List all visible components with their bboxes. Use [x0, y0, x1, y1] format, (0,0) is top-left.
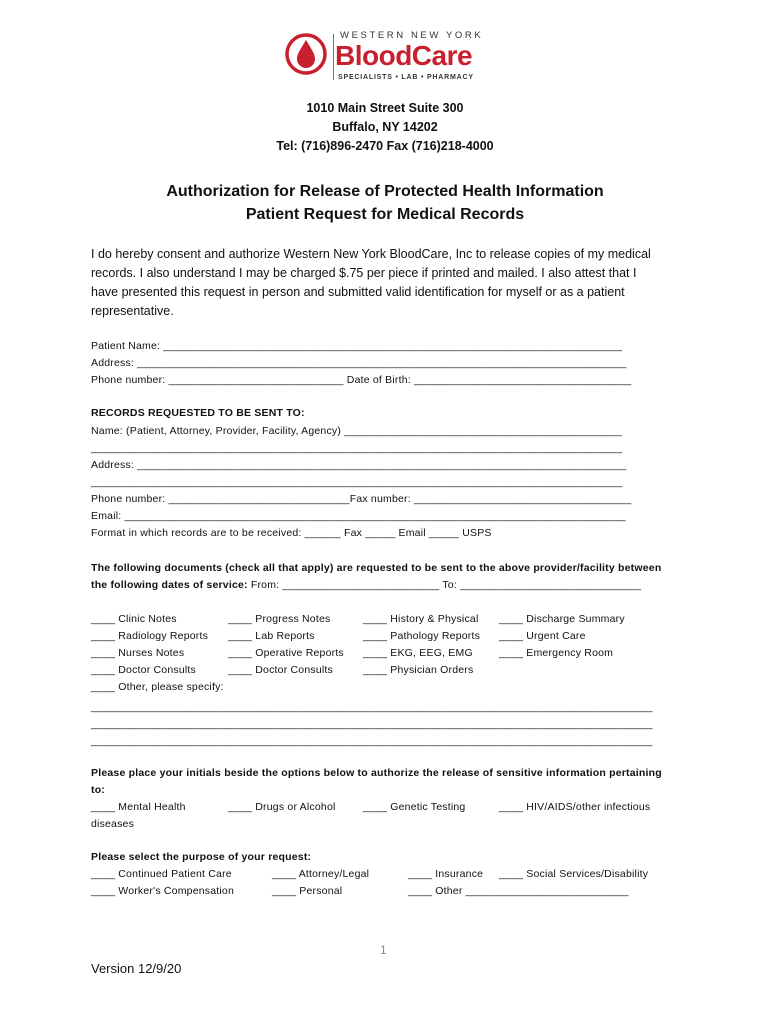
- doc-column-3: [363, 611, 480, 679]
- purpose-attorney-legal[interactable]: ____ Attorney/Legal: [272, 868, 370, 880]
- dates-of-service-field[interactable]: [91, 577, 641, 594]
- doc-option[interactable]: ____ Emergency Room: [499, 647, 614, 659]
- consent-line-2: records. I also understand I may be charged $.75 per piece if printed and mailed. I also attest that I: [91, 266, 637, 280]
- blood-drop-icon: [284, 32, 328, 76]
- patient-name-field[interactable]: Patient Name: ____________________________________________________________________________: [91, 340, 623, 352]
- consent-line-1: I do hereby consent and authorize Western New York BloodCare, Inc to release copies of my medical: [91, 247, 651, 261]
- doc-option[interactable]: ____ Doctor Consults: [91, 664, 196, 676]
- doc-option[interactable]: ____ Pathology Reports: [363, 630, 481, 642]
- doc-option[interactable]: ____ Nurses Notes: [91, 647, 185, 659]
- doc-column-2: [228, 611, 344, 679]
- sensitive-heading-cont: to:: [91, 784, 106, 796]
- purpose-insurance[interactable]: ____ Insurance: [408, 868, 484, 880]
- recipient-address-field[interactable]: Address: _________________________________________________________________________________: [91, 459, 627, 471]
- purpose-continued-care[interactable]: ____ Continued Patient Care: [91, 868, 232, 880]
- consent-line-3: have presented this request in person and submitted valid identification for myself or as a patient: [91, 285, 625, 299]
- patient-phone-dob-field[interactable]: Phone number: _____________________________ Date of Birth: ____________________________________: [91, 374, 632, 386]
- sensitive-heading: Please place your initials beside the options below to authorize the release of sensitive information pertaining: [91, 767, 662, 779]
- logo-subtitle: SPECIALISTS • LAB • PHARMACY: [338, 74, 474, 81]
- logo-region: WESTERN NEW YORK: [340, 30, 484, 41]
- purpose-workers-comp[interactable]: ____ Worker's Compensation: [91, 885, 234, 897]
- records-heading: RECORDS REQUESTED TO BE SENT TO:: [91, 407, 305, 419]
- other-specify-blank[interactable]: _____________________________________________________________________________________________: [91, 735, 653, 747]
- other-specify-blank[interactable]: _____________________________________________________________________________________________: [91, 718, 653, 730]
- sensitive-hiv-aids[interactable]: ____ HIV/AIDS/other infectious: [499, 801, 651, 813]
- sensitive-genetic-testing[interactable]: ____ Genetic Testing: [363, 801, 466, 813]
- recipient-name-field[interactable]: Name: (Patient, Attorney, Provider, Facility, Agency) ______________________________________________: [91, 425, 622, 437]
- sensitive-mental-health[interactable]: ____ Mental Health: [91, 801, 186, 813]
- consent-line-4: representative.: [91, 304, 174, 318]
- doc-option[interactable]: ____ Lab Reports: [228, 630, 315, 642]
- purpose-social-services[interactable]: ____ Social Services/Disability: [499, 868, 649, 880]
- purpose-personal[interactable]: ____ Personal: [272, 885, 343, 897]
- bloodcare-logo: [284, 30, 484, 80]
- doc-option[interactable]: ____ EKG, EEG, EMG: [363, 647, 473, 659]
- address-line-3: Tel: (716)896-2470 Fax (716)218-4000: [276, 139, 494, 153]
- doc-option[interactable]: ____ Urgent Care: [499, 630, 586, 642]
- doc-option[interactable]: ____ Radiology Reports: [91, 630, 209, 642]
- doc-column-1: [91, 611, 224, 696]
- version-label: Version 12/9/20: [91, 961, 182, 976]
- recipient-name-blank[interactable]: ________________________________________________________________________________________: [91, 442, 623, 454]
- other-specify-blank[interactable]: _____________________________________________________________________________________________: [91, 701, 653, 713]
- doc-option[interactable]: ____ Discharge Summary: [499, 613, 625, 625]
- dates-of-service-label: the following dates of service:: [91, 579, 248, 591]
- address-line-1: 1010 Main Street Suite 300: [306, 101, 464, 115]
- doc-option[interactable]: ____ Physician Orders: [363, 664, 474, 676]
- purpose-other[interactable]: ____ Other ___________________________: [408, 885, 629, 897]
- form-subtitle: Patient Request for Medical Records: [245, 206, 525, 223]
- doc-option[interactable]: ____ History & Physical: [363, 613, 479, 625]
- doc-column-4: [499, 611, 625, 662]
- recipient-address-blank[interactable]: ________________________________________________________________________________________: [91, 476, 623, 488]
- sensitive-diseases-cont: diseases: [91, 818, 135, 830]
- documents-intro: The following documents (check all that apply) are requested to be sent to the above provider/facility between: [91, 562, 662, 574]
- doc-option[interactable]: ____ Progress Notes: [228, 613, 331, 625]
- doc-option[interactable]: ____ Clinic Notes: [91, 613, 177, 625]
- page-number: 1: [380, 943, 387, 957]
- recipient-phone-fax-field[interactable]: Phone number: ______________________________Fax number: ____________________________________: [91, 493, 632, 505]
- doc-option[interactable]: ____ Other, please specify:: [91, 681, 224, 693]
- dates-of-service-range[interactable]: From: __________________________ To: ______________________________: [247, 579, 642, 591]
- logo-divider: [333, 34, 334, 80]
- form-title: Authorization for Release of Protected Health Information: [166, 183, 604, 200]
- delivery-format-field[interactable]: Format in which records are to be received: ______ Fax _____ Email _____ USPS: [91, 527, 492, 539]
- address-line-2: Buffalo, NY 14202: [332, 120, 438, 134]
- doc-option[interactable]: ____ Operative Reports: [228, 647, 344, 659]
- recipient-email-field[interactable]: Email: ___________________________________________________________________________________: [91, 510, 626, 522]
- patient-address-field[interactable]: Address: _________________________________________________________________________________: [91, 357, 627, 369]
- sensitive-drugs-alcohol[interactable]: ____ Drugs or Alcohol: [228, 801, 336, 813]
- doc-option[interactable]: ____ Doctor Consults: [228, 664, 333, 676]
- logo-name: BloodCare: [335, 40, 473, 71]
- purpose-heading: Please select the purpose of your request:: [91, 851, 312, 863]
